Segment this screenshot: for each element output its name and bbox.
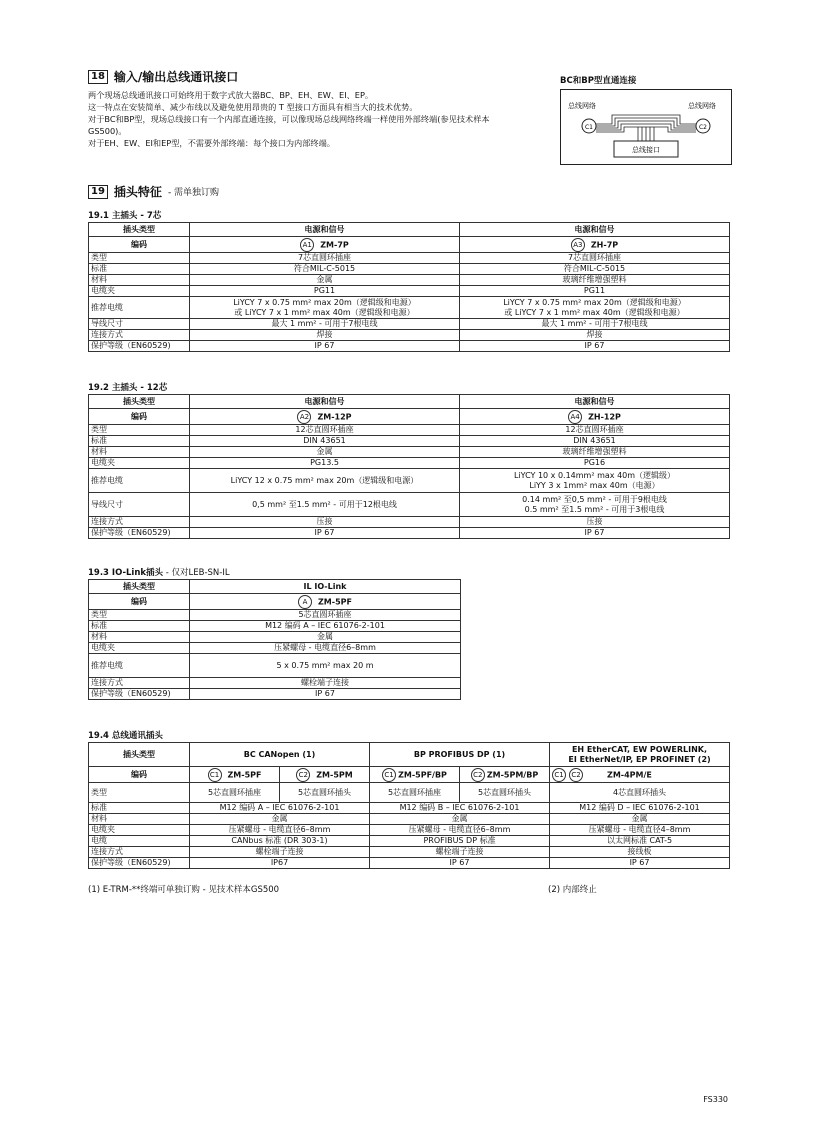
table-row <box>89 409 730 425</box>
cell: 接线板 <box>550 847 730 858</box>
subsection-title: 19.3 IO-Link插头 <box>88 568 164 578</box>
table-row <box>89 469 730 493</box>
code-circle: C2 <box>471 768 485 782</box>
cell: IP67 <box>190 858 370 869</box>
cell: 5芯直圆环插座 <box>190 610 461 621</box>
header-cell: 编码 <box>89 594 190 610</box>
row-label: 标准 <box>89 264 190 275</box>
header-cell: BP PROFIBUS DP (1) <box>370 743 550 767</box>
cell: 符合MIL-C-5015 <box>460 264 730 275</box>
diagram-figure <box>560 89 732 165</box>
row-label: 连接方式 <box>89 847 190 858</box>
table-row <box>89 275 730 286</box>
table-row <box>89 330 730 341</box>
cell: 5 x 0.75 mm² max 20 m <box>190 654 461 678</box>
header-cell: 插头类型 <box>89 743 190 767</box>
cell: 最大 1 mm² - 可用于7根电线 <box>190 319 460 330</box>
subsection-19-1-heading: 19.1 主插头 - 7芯 <box>88 211 162 221</box>
cell: 12芯直圆环插座 <box>460 425 730 436</box>
diagram-right-label: 总线网络 <box>688 102 716 110</box>
table-row <box>89 264 730 275</box>
cell: 金属 <box>370 814 550 825</box>
header-cell <box>550 743 730 767</box>
table-row <box>89 643 461 654</box>
row-label: 保护等级（EN60529) <box>89 528 190 539</box>
cell-line: 0.14 mm² 至0,5 mm² - 可用于9根电线 <box>522 494 667 504</box>
cell-line: LiYCY 10 x 0.14mm² max 40m（逻辑级） <box>513 470 676 480</box>
cell: 4芯直圆环插头 <box>550 783 730 803</box>
table-row <box>89 632 461 643</box>
cell: IP 67 <box>550 858 730 869</box>
cell: 符合MIL-C-5015 <box>190 264 460 275</box>
footnote-1: (1) E-TRM-**终端可单独订购 - 见技术样本GS500 <box>88 885 280 895</box>
header-cell: 电源和信号 <box>190 223 460 237</box>
code-circle: A3 <box>571 238 585 252</box>
table-row <box>89 767 730 783</box>
header-line: EI EtherNet/IP, EP PROFINET (2) <box>568 754 711 764</box>
row-label: 导线尺寸 <box>89 319 190 330</box>
cell: 以太网标准 CAT-5 <box>550 836 730 847</box>
diagram-c1: C1 <box>584 124 594 131</box>
cell-line: LiYCY 7 x 0.75 mm² max 20m（逻辑级和电源） <box>503 297 686 307</box>
cell: IP 67 <box>460 341 730 352</box>
row-label: 电缆夹 <box>89 286 190 297</box>
code-cell <box>370 767 460 783</box>
cell: 压紧螺母 - 电缆直径6–8mm <box>190 643 461 654</box>
header-line: EH EtherCAT, EW POWERLINK, <box>571 744 708 754</box>
code-cell <box>280 767 370 783</box>
table-row <box>89 580 461 594</box>
intro-line: 对于BC和BP型，现场总线接口有一个内部直通连接，可以像现场总线网络终端一样使用外部终端(参见技术样本 <box>88 114 490 124</box>
cell: 5芯直圆环插座 <box>190 783 280 803</box>
subsection-note: - 仅对LEB-SN-IL <box>163 568 230 578</box>
cell: 焊接 <box>460 330 730 341</box>
cell: 金属 <box>550 814 730 825</box>
intro-line: 两个现场总线通讯接口可始终用于数字式放大器BC、BP、EH、EW、EI、EP。 <box>88 90 374 100</box>
table-row <box>89 319 730 330</box>
code-cell <box>190 409 460 425</box>
table-row <box>89 517 730 528</box>
cell: M12 编码 D – IEC 61076-2-101 <box>550 803 730 814</box>
cell <box>460 469 730 493</box>
table-row <box>89 253 730 264</box>
code-cell <box>460 767 550 783</box>
code-circle: A <box>298 595 312 609</box>
row-label: 材料 <box>89 275 190 286</box>
diagram-title: BC和BP型直通连接 <box>560 76 637 86</box>
cell: 螺栓端子连接 <box>190 678 461 689</box>
table-row <box>89 447 730 458</box>
header-cell: 电源和信号 <box>190 395 460 409</box>
table-row <box>89 783 730 803</box>
header-cell: 插头类型 <box>89 580 190 594</box>
diagram-c2: C2 <box>698 124 708 131</box>
table-row <box>89 341 730 352</box>
table-row <box>89 594 461 610</box>
cell: 5芯直圆环插座 <box>370 783 460 803</box>
table-19-1 <box>88 222 730 352</box>
table-row <box>89 814 730 825</box>
table-row <box>89 836 730 847</box>
row-label: 电缆夹 <box>89 825 190 836</box>
cell: 最大 1 mm² - 可用于7根电线 <box>460 319 730 330</box>
table-row <box>89 610 461 621</box>
row-label: 材料 <box>89 447 190 458</box>
intro-line: GS500)。 <box>88 126 127 136</box>
code-label: ZM-5PF <box>227 770 262 779</box>
code-label: ZM-5PF/BP <box>398 770 447 779</box>
cell: PG13.5 <box>190 458 460 469</box>
cell: 焊接 <box>190 330 460 341</box>
section-number: 18 <box>88 70 108 84</box>
section-18-heading <box>88 68 238 85</box>
cell: IP 67 <box>190 689 461 700</box>
section-18-body <box>88 89 558 149</box>
row-label: 材料 <box>89 632 190 643</box>
code-label: ZH-12P <box>588 412 621 421</box>
table-row <box>89 436 730 447</box>
cell: LiYCY 12 x 0.75 mm² max 20m（逻辑级和电源） <box>190 469 460 493</box>
code-cell <box>190 237 460 253</box>
table-row <box>89 654 461 678</box>
code-cell <box>190 594 461 610</box>
cell: 金属 <box>190 814 370 825</box>
code-label: ZM-5PF <box>318 597 352 606</box>
table-row <box>89 395 730 409</box>
row-label: 推荐电缆 <box>89 297 190 319</box>
row-label: 类型 <box>89 253 190 264</box>
page-number: FS330 <box>703 1095 728 1104</box>
code-circle: A2 <box>297 410 311 424</box>
pass-through-diagram <box>560 74 732 169</box>
row-label: 连接方式 <box>89 330 190 341</box>
intro-line: 这一特点在安装简单、减少布线以及避免使用昂贵的 T 型接口方面具有相当大的技术优势。 <box>88 102 418 112</box>
cell: 7芯直圆环插座 <box>190 253 460 264</box>
code-cell <box>460 237 730 253</box>
cell-line: LiYCY 7 x 0.75 mm² max 20m（逻辑级和电源） <box>233 297 416 307</box>
diagram-box-label: 总线接口 <box>632 146 660 154</box>
cell: M12 编码 A – IEC 61076-2-101 <box>190 803 370 814</box>
section-title: 插头特征 <box>113 185 162 199</box>
code-label: ZH-7P <box>590 240 619 249</box>
row-label: 推荐电缆 <box>89 654 190 678</box>
section-number: 19 <box>88 185 108 199</box>
table-row <box>89 425 730 436</box>
code-cell <box>460 409 730 425</box>
cell <box>190 297 460 319</box>
cell-line: 或 LiYCY 7 x 1 mm² max 40m（逻辑级和电源） <box>504 307 685 317</box>
cell <box>460 493 730 517</box>
table-row <box>89 858 730 869</box>
header-cell: 插头类型 <box>89 223 190 237</box>
row-label: 导线尺寸 <box>89 493 190 517</box>
code-label: ZM-4PM/E <box>607 770 652 779</box>
header-cell: 编码 <box>89 237 190 253</box>
cell: M12 编码 B – IEC 61076-2-101 <box>370 803 550 814</box>
footnote-2: (2) 内部终止 <box>548 885 597 895</box>
header-cell: 插头类型 <box>89 395 190 409</box>
cell: 玻璃纤维增强塑料 <box>460 275 730 286</box>
cell: 压紧螺母 - 电缆直径6–8mm <box>370 825 550 836</box>
table-row <box>89 825 730 836</box>
code-circle: A4 <box>568 410 582 424</box>
cell: PG11 <box>460 286 730 297</box>
cell: 金属 <box>190 275 460 286</box>
row-label: 电缆 <box>89 836 190 847</box>
diagram-wires <box>596 115 696 141</box>
table-19-3 <box>88 579 461 700</box>
code-circle: C2 <box>296 768 310 782</box>
table-19-2 <box>88 394 730 539</box>
table-row <box>89 689 461 700</box>
subsection-19-2-heading: 19.2 主插头 - 12芯 <box>88 383 168 393</box>
code-label: ZM-7P <box>320 240 349 249</box>
table-row <box>89 297 730 319</box>
code-label: ZM-5PM/BP <box>486 770 539 779</box>
cell: IP 67 <box>370 858 550 869</box>
row-label: 标准 <box>89 436 190 447</box>
cell: 0,5 mm² 至1.5 mm² - 可用于12根电线 <box>190 493 460 517</box>
cell: 压紧螺母 - 电缆直径4–8mm <box>550 825 730 836</box>
code-circle: C1 <box>382 768 396 782</box>
diagram-left-label: 总线网络 <box>568 102 596 110</box>
row-label: 材料 <box>89 814 190 825</box>
cell: 金属 <box>190 632 461 643</box>
cell: 螺栓端子连接 <box>370 847 550 858</box>
cell: 5芯直圆环插头 <box>280 783 370 803</box>
row-label: 标准 <box>89 803 190 814</box>
table-row <box>89 678 461 689</box>
row-label: 连接方式 <box>89 517 190 528</box>
code-circle: C1 <box>208 768 222 782</box>
table-row <box>89 286 730 297</box>
cell: PG16 <box>460 458 730 469</box>
table-row <box>89 847 730 858</box>
row-label: 连接方式 <box>89 678 190 689</box>
code-circle: A1 <box>300 238 314 252</box>
header-cell: 编码 <box>89 409 190 425</box>
cell: IP 67 <box>190 341 460 352</box>
cell: 玻璃纤维增强塑料 <box>460 447 730 458</box>
cell: DIN 43651 <box>460 436 730 447</box>
section-19-heading <box>88 183 219 200</box>
header-cell: 电源和信号 <box>460 395 730 409</box>
table-19-4 <box>88 742 730 869</box>
header-cell: 电源和信号 <box>460 223 730 237</box>
cell: 7芯直圆环插座 <box>460 253 730 264</box>
cell: IP 67 <box>460 528 730 539</box>
cell: M12 编码 A – IEC 61076-2-101 <box>190 621 461 632</box>
cell: PG11 <box>190 286 460 297</box>
table-row <box>89 237 730 253</box>
row-label: 保护等级（EN60529) <box>89 689 190 700</box>
section-subtitle: - 需单独订购 <box>167 188 220 198</box>
code-label: ZM-12P <box>317 412 352 421</box>
row-label: 电缆夹 <box>89 643 190 654</box>
header-cell: 编码 <box>89 767 190 783</box>
code-cell <box>190 767 280 783</box>
cell: 12芯直圆环插座 <box>190 425 460 436</box>
cell: 螺栓端子连接 <box>190 847 370 858</box>
table-row <box>89 621 461 632</box>
section-title: 输入/输出总线通讯接口 <box>113 70 239 84</box>
cell-line: 或 LiYCY 7 x 1 mm² max 40m（逻辑级和电源） <box>234 307 415 317</box>
subsection-19-3-heading <box>88 566 230 578</box>
intro-line: 对于EH、EW、EI和EP型，不需要外部终端：每个接口为内部终端。 <box>88 138 335 148</box>
row-label: 电缆夹 <box>89 458 190 469</box>
table-row <box>89 458 730 469</box>
row-label: 保护等级（EN60529) <box>89 341 190 352</box>
row-label: 保护等级（EN60529) <box>89 858 190 869</box>
cell: 金属 <box>190 447 460 458</box>
table-row <box>89 223 730 237</box>
header-cell: IL IO-Link <box>190 580 461 594</box>
table-row <box>89 528 730 539</box>
code-label: ZM-5PM <box>316 770 353 779</box>
code-cell <box>550 767 730 783</box>
cell: 5芯直圆环插头 <box>460 783 550 803</box>
row-label: 推荐电缆 <box>89 469 190 493</box>
cell-line: 0.5 mm² 至1.5 mm² - 可用于3根电线 <box>524 504 665 514</box>
row-label: 类型 <box>89 610 190 621</box>
cell: 压紧螺母 - 电缆直径6–8mm <box>190 825 370 836</box>
table-row <box>89 803 730 814</box>
cell <box>460 297 730 319</box>
code-circle: C2 <box>569 768 583 782</box>
row-label: 类型 <box>89 783 190 803</box>
cell: PROFIBUS DP 标准 <box>370 836 550 847</box>
cell: DIN 43651 <box>190 436 460 447</box>
row-label: 标准 <box>89 621 190 632</box>
cell: IP 67 <box>190 528 460 539</box>
cell: 压接 <box>460 517 730 528</box>
code-circle: C1 <box>552 768 566 782</box>
cell-line: LiYY 3 x 1mm² max 40m（电源） <box>529 480 660 490</box>
subsection-19-4-heading: 19.4 总线通讯插头 <box>88 731 163 741</box>
row-label: 类型 <box>89 425 190 436</box>
cell: CANbus 标准 (DR 303-1) <box>190 836 370 847</box>
header-cell: BC CANopen (1) <box>190 743 370 767</box>
cell: 压接 <box>190 517 460 528</box>
table-row <box>89 493 730 517</box>
table-row <box>89 743 730 767</box>
